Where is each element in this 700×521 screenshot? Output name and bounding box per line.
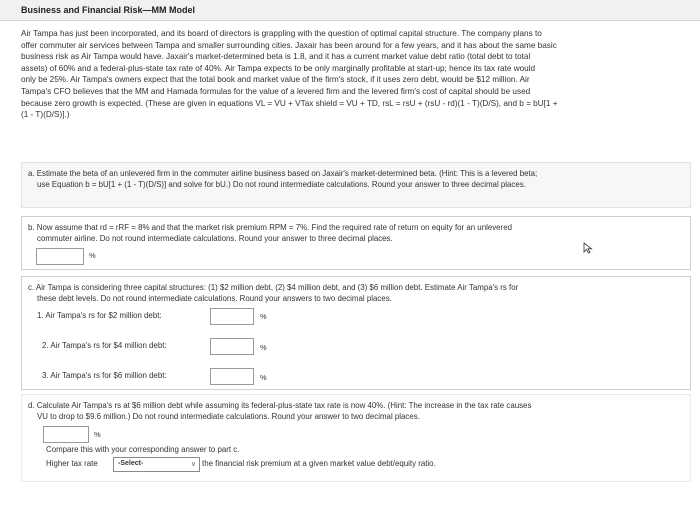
part-b-line: commuter airline. Do not round intermediate calculations. Round your answer to three decimal places. xyxy=(37,234,393,243)
part-d-panel xyxy=(21,394,691,482)
intro-line: assets) of 60% and a federal-plus-state tax rate of 40%. Air Tampa expects to be only marginally profitable at start-up; hence its tax rate would xyxy=(21,63,536,73)
part-c-line: these debt levels. Do not round intermediate calculations. Round your answers to two decimal places. xyxy=(37,294,392,303)
part-d-answer-input[interactable] xyxy=(43,426,89,443)
part-c-line: c. Air Tampa is considering three capital structures: (1) $2 million debt, (2) $4 million debt, and (3) $6 million debt. Estimate Air Tampa's rs for xyxy=(28,283,519,292)
part-b-answer-input[interactable] xyxy=(36,248,84,265)
part-d-select[interactable] xyxy=(113,457,200,472)
intro-line: offer commuter air services between Tampa and smaller surrounding cities. Jaxair has been around for a few years, and it has about the same basic xyxy=(21,40,557,50)
part-c-item-2-unit: % xyxy=(260,343,267,352)
intro-line: because zero growth is expected. (These are given in equations VL = VU + VTax shield = VU + TD, rsL = rsU + (rsU - rd)(1 - T)(D/S), and b = bU[1 + xyxy=(21,98,558,108)
intro-line: Tampa's CFO believes that the MM and Hamada formulas for the value of a levered firm and the levered firm's cost of capital should be used xyxy=(21,86,531,96)
part-a-line: a. Estimate the beta of an unlevered firm in the commuter airline business based on Jaxair's market-determined beta. (Hint: This is a levered beta; xyxy=(28,169,538,178)
part-b-line: b. Now assume that rd = rRF = 8% and that the market risk premium RPM = 7%. Find the required rate of return on equity for an unlevered xyxy=(28,223,512,232)
part-b-panel xyxy=(21,216,691,270)
part-d-percent-unit: % xyxy=(94,430,101,439)
intro-line: only be 25%. Air Tampa's owners expect that the total book and market value of the firm's stock, if it uses zero debt, would be $12 million. Air xyxy=(21,75,530,85)
mouse-cursor-icon xyxy=(582,242,594,254)
part-a-line: use Equation b = bU[1 + (1 - T)(D/S)] and solve for bU.) Do not round intermediate calculations. Round your answer to three decimal places. xyxy=(37,180,526,189)
part-b-question xyxy=(28,222,512,244)
part-d-line: VU to drop to $9.6 million.) Do not round intermediate calculations. Round your answer to two decimal places. xyxy=(37,412,420,421)
part-c-item-3-label: 3. Air Tampa's rs for $6 million debt: xyxy=(42,371,167,380)
part-a-question xyxy=(28,168,537,190)
problem-statement xyxy=(21,28,689,121)
part-c-item-1-unit: % xyxy=(260,312,267,321)
part-c-question xyxy=(28,282,518,304)
intro-line: (1 - T)(D/S)].) xyxy=(21,110,70,120)
part-c-item-2-input[interactable] xyxy=(210,338,254,355)
part-d-select-value: -Select- xyxy=(118,460,144,467)
intro-line: business risk as Air Tampa would have. Jaxair's market-determined beta is 1.8, and it has a current market value debt ratio (total debt to total xyxy=(21,52,531,62)
question-header xyxy=(0,0,700,21)
part-c-panel xyxy=(21,276,691,390)
part-d-suffix-text: the financial risk premium at a given market value debt/equity ratio. xyxy=(202,459,436,468)
intro-line: Air Tampa has just been incorporated, and its board of directors is grappling with the question of optimal capital structure. The company plans to xyxy=(21,29,542,38)
part-c-item-1-label: 1. Air Tampa's rs for $2 million debt: xyxy=(37,311,162,320)
part-c-item-1-input[interactable] xyxy=(210,308,254,325)
part-c-item-3-input[interactable] xyxy=(210,368,254,385)
part-c-item-3-unit: % xyxy=(260,373,267,382)
part-d-compare-text: Compare this with your corresponding answer to part c. xyxy=(46,445,240,454)
part-b-percent-unit: % xyxy=(89,251,96,260)
part-a-panel xyxy=(21,162,691,208)
chevron-down-icon: ∨ xyxy=(190,461,196,468)
part-d-prefix-text: Higher tax rate xyxy=(46,459,98,468)
question-title: Business and Financial Risk—MM Model xyxy=(21,5,196,15)
part-c-item-2-label: 2. Air Tampa's rs for $4 million debt: xyxy=(42,341,167,350)
part-d-line: d. Calculate Air Tampa's rs at $6 million debt while assuming its federal-plus-state tax rate is now 40%. (Hint: The increase in the tax rate causes xyxy=(28,401,532,410)
part-d-question xyxy=(28,400,531,422)
